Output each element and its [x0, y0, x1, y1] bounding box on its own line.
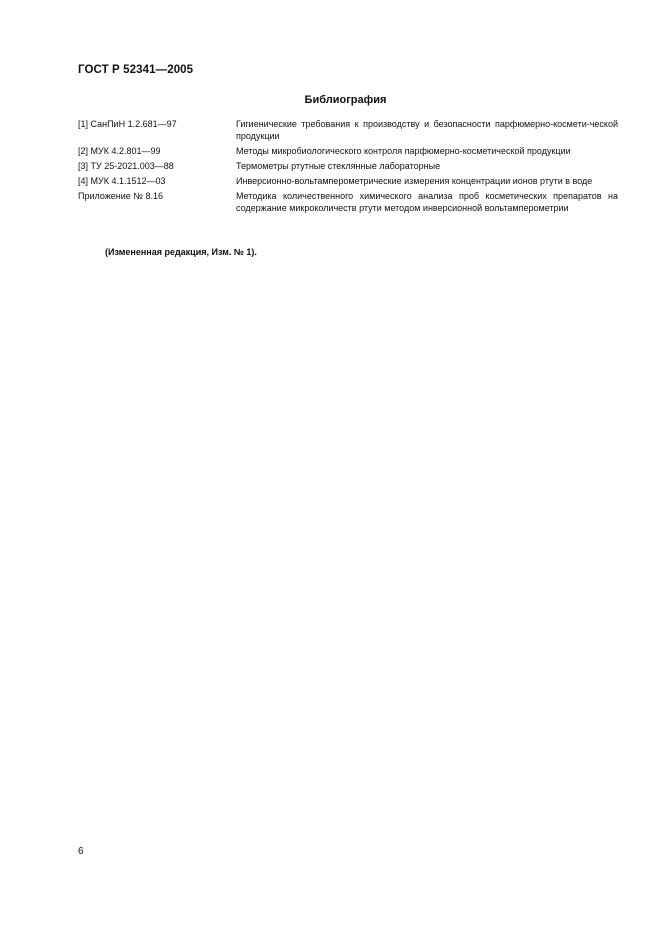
bibliography-ref: [2] МУК 4.2.801—99 — [78, 146, 161, 156]
bibliography-ref: Приложение № 8.16 — [78, 191, 163, 201]
bibliography-entry — [78, 160, 618, 172]
bibliography-description: Методика количественного химического анализа проб косметических препаратов на содержание микроколичеств ртути методом инверсионной вольтамперометрии — [236, 191, 618, 213]
bibliography-entry — [78, 145, 618, 157]
bibliography-ref: [1] СанПиН 1.2.681—97 — [78, 119, 177, 129]
bibliography-entry — [78, 118, 618, 142]
bibliography-description: Гигиенические требования к производству и безопасности парфюмерно-космети-ческой продукции — [236, 119, 618, 141]
page-header-standard-id: ГОСТ Р 52341—2005 — [78, 64, 194, 76]
bibliography-entry — [78, 175, 618, 187]
bibliography-description: Инверсионно-вольтамперометрические измерения концентрации ионов ртути в воде — [236, 176, 593, 186]
bibliography-list — [78, 118, 618, 217]
section-title: Библиография — [304, 94, 387, 106]
bibliography-description: Термометры ртутные стеклянные лабораторные — [236, 161, 441, 171]
bibliography-ref: [4] МУК 4.1.1512—03 — [78, 176, 166, 186]
bibliography-entry — [78, 190, 618, 214]
page-number: 6 — [78, 846, 84, 857]
bibliography-description: Методы микробиологического контроля парфюмерно-косметической продукции — [236, 146, 571, 156]
amendment-note: (Измененная редакция, Изм. № 1). — [105, 247, 257, 257]
bibliography-ref: [3] ТУ 25-2021.003—88 — [78, 161, 174, 171]
